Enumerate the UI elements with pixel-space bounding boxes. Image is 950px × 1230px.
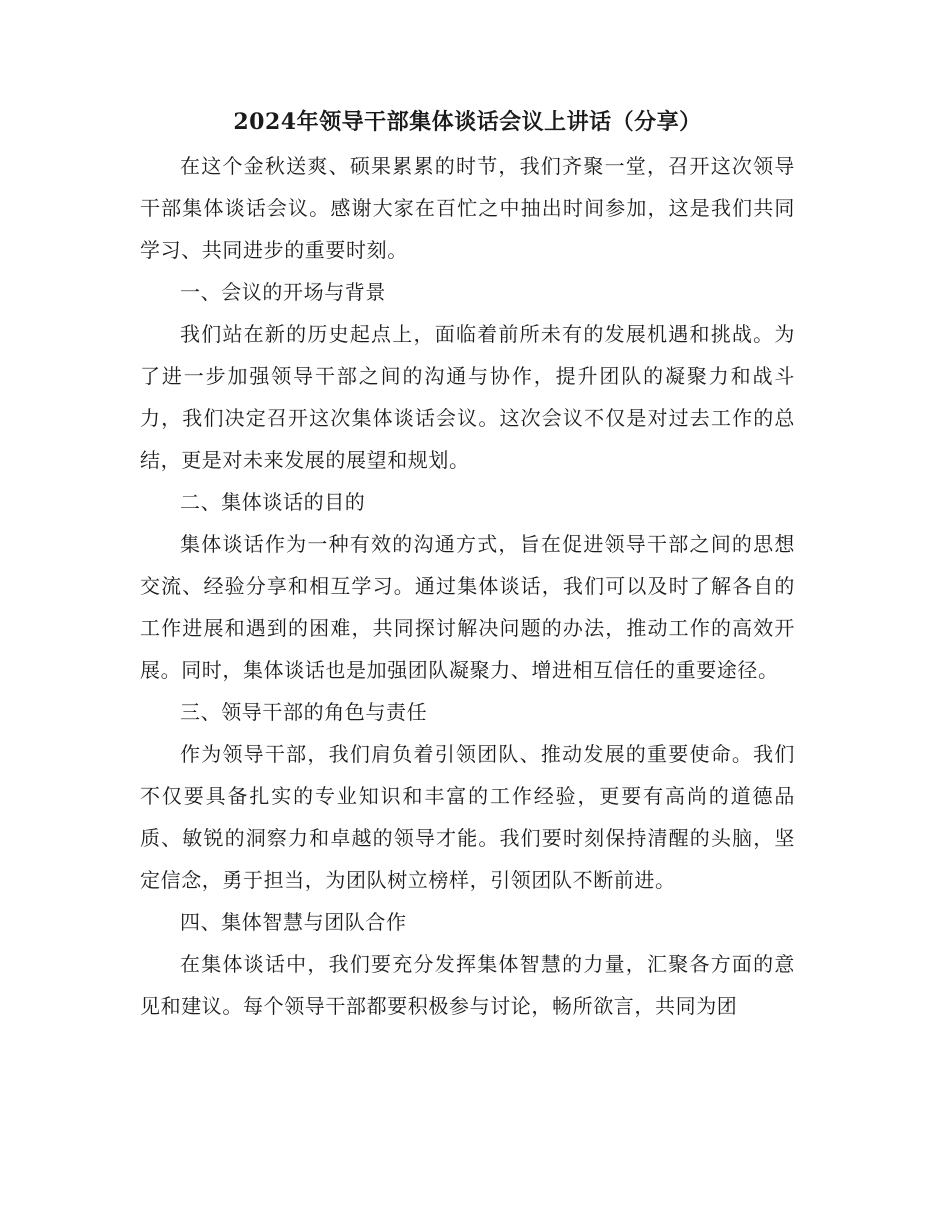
section-2-heading: 二、集体谈话的目的 xyxy=(180,490,366,514)
section-1-heading: 一、会议的开场与背景 xyxy=(180,280,386,304)
section-1-body: 我们站在新的历史起点上，面临着前所未有的发展机遇和挑战。为了进一步加强领导干部之间的沟通与协作，提升团队的凝聚力和战斗力，我们决定召开这次集体谈话会议。这次会议不仅是对过去工作的总结，更是对未来发展的展望和规划。 xyxy=(140,322,795,472)
document-title: 2024年领导干部集体谈话会议上讲话（分享） xyxy=(233,109,702,135)
section-4-heading: 四、集体智慧与团队合作 xyxy=(180,910,407,934)
intro-paragraph: 在这个金秋送爽、硕果累累的时节，我们齐聚一堂，召开这次领导干部集体谈话会议。感谢大家在百忙之中抽出时间参加，这是我们共同学习、共同进步的重要时刻。 xyxy=(140,154,795,262)
section-3-heading: 三、领导干部的角色与责任 xyxy=(180,700,428,724)
section-4-body: 在集体谈话中，我们要充分发挥集体智慧的力量，汇聚各方面的意见和建议。每个领导干部都要积极参与讨论，畅所欲言，共同为团 xyxy=(140,952,795,1018)
section-3-body: 作为领导干部，我们肩负着引领团队、推动发展的重要使命。我们不仅要具备扎实的专业知识和丰富的工作经验，更要有高尚的道德品质、敏锐的洞察力和卓越的领导才能。我们要时刻保持清醒的头脑，坚定信念，勇于担当，为团队树立榜样，引领团队不断前进。 xyxy=(140,742,795,892)
document-content xyxy=(140,103,795,1027)
section-2-body: 集体谈话作为一种有效的沟通方式，旨在促进领导干部之间的思想交流、经验分享和相互学习。通过集体谈话，我们可以及时了解各自的工作进展和遇到的困难，共同探讨解决问题的办法，推动工作的高效开展。同时，集体谈话也是加强团队凝聚力、增进相互信任的重要途径。 xyxy=(140,532,795,682)
